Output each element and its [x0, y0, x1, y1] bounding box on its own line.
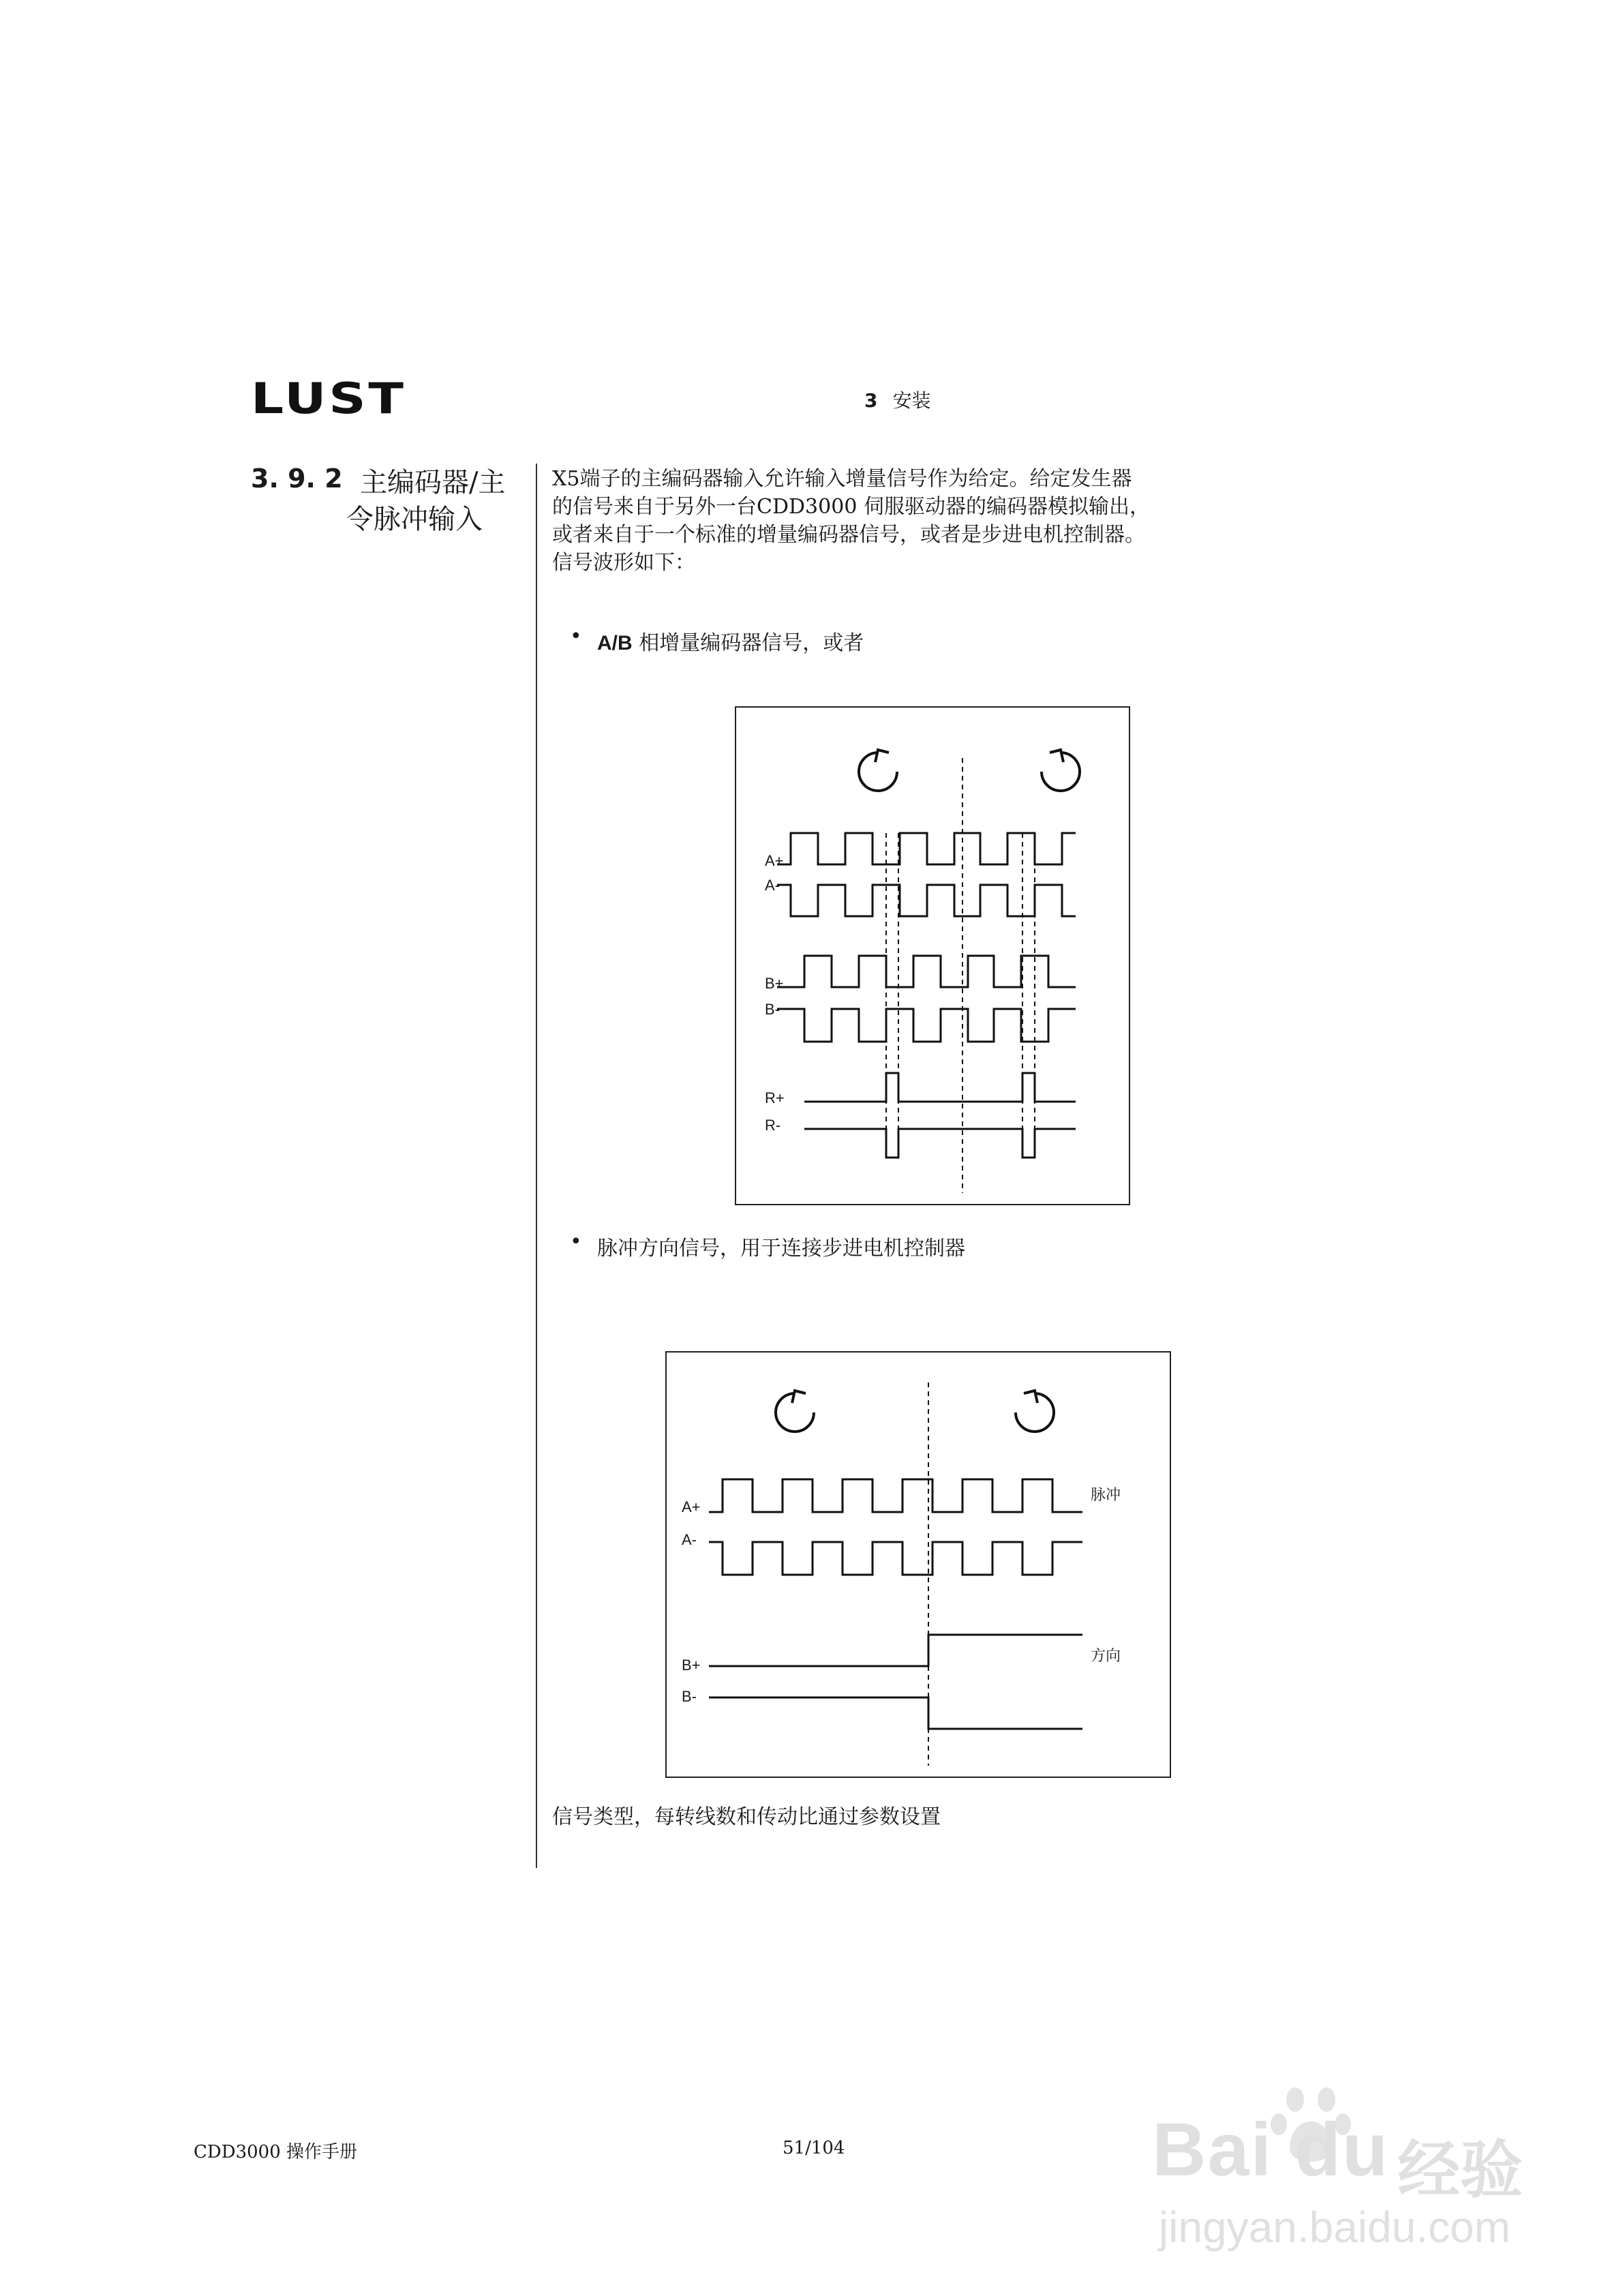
rotate-ccw-icon [1042, 753, 1080, 791]
direction-label: 方向 [1091, 1648, 1121, 1665]
bullet-pulse [570, 1230, 965, 1261]
signal-label-a-plus: A+ [682, 1498, 701, 1515]
signal-label-a-minus: A- [765, 877, 780, 894]
rotate-ccw-arrowhead [1050, 750, 1063, 762]
footer-page-number: 51/104 [783, 2138, 845, 2158]
signal-label-b-plus: B+ [682, 1657, 701, 1674]
signal-label-a-plus: A+ [765, 852, 784, 869]
chapter-number: 3 [864, 389, 878, 412]
lust-logo: LUST [251, 374, 406, 423]
intro-line: 或者来自于一个标准的增量编码器信号，或者是步进电机控制器。 [552, 523, 1145, 547]
intro-line: X5端子的主编码器输入允许输入增量信号作为给定。给定发生器 [552, 467, 1132, 491]
pulse-waveform-diagram [667, 1353, 1170, 1777]
section-number: 3. 9. 2 [251, 464, 343, 494]
bullet-ab [570, 624, 864, 656]
section-title-line1: 主编码器/主 [360, 467, 506, 498]
ab-waveform-diagram [736, 708, 1129, 1204]
bullet-pulse-text: 脉冲方向信号，用于连接步进电机控制器 [597, 1237, 965, 1260]
rotate-ccw-arrowhead [1024, 1391, 1037, 1403]
rotate-cw-arrowhead [792, 1391, 806, 1403]
watermark-url: jingyan.baidu.com [1159, 2203, 1511, 2252]
signal-label-a-minus: A- [682, 1531, 697, 1548]
rotate-cw-icon [776, 1393, 814, 1432]
signal-label-b-minus: B- [682, 1688, 697, 1705]
column-divider [536, 464, 537, 1868]
rotate-cw-arrowhead [875, 750, 889, 762]
intro-line: 信号波形如下： [552, 551, 695, 575]
signal-label-b-minus: B- [765, 1001, 780, 1018]
bullet-ab-prefix: A/B [597, 632, 633, 654]
footer-manual-title: CDD3000 操作手册 [194, 2142, 358, 2162]
section-title-line2: 令脉冲输入 [346, 504, 483, 535]
signal-label-r-plus: R+ [765, 1089, 785, 1106]
bullet-dot: • [570, 1230, 582, 1254]
ab-signal-figure [735, 706, 1130, 1205]
watermark-brand: Bai du [1152, 2108, 1390, 2192]
bullet-ab-text: 相增量编码器信号，或者 [639, 631, 864, 655]
pulse-direction-figure [665, 1351, 1171, 1778]
pulse-label: 脉冲 [1091, 1487, 1121, 1504]
rotate-ccw-icon [1016, 1393, 1054, 1432]
watermark-jingyan: 经验 [1397, 2134, 1523, 2207]
chapter-title: 安装 [892, 389, 931, 412]
signal-label-r-minus: R- [765, 1117, 781, 1134]
bullet-dot: • [570, 624, 582, 648]
baidu-jingyan-watermark [1152, 2072, 1561, 2250]
chapter-header [864, 386, 931, 413]
signal-label-b-plus: B+ [765, 975, 784, 992]
rotate-cw-icon [859, 753, 897, 791]
intro-line: 的信号来自于另外一台CDD3000 伺服驱动器的编码器模拟输出， [552, 495, 1150, 519]
figure-caption: 信号类型，每转线数和传动比通过参数设置 [552, 1805, 941, 1829]
intro-paragraph [552, 465, 1261, 577]
